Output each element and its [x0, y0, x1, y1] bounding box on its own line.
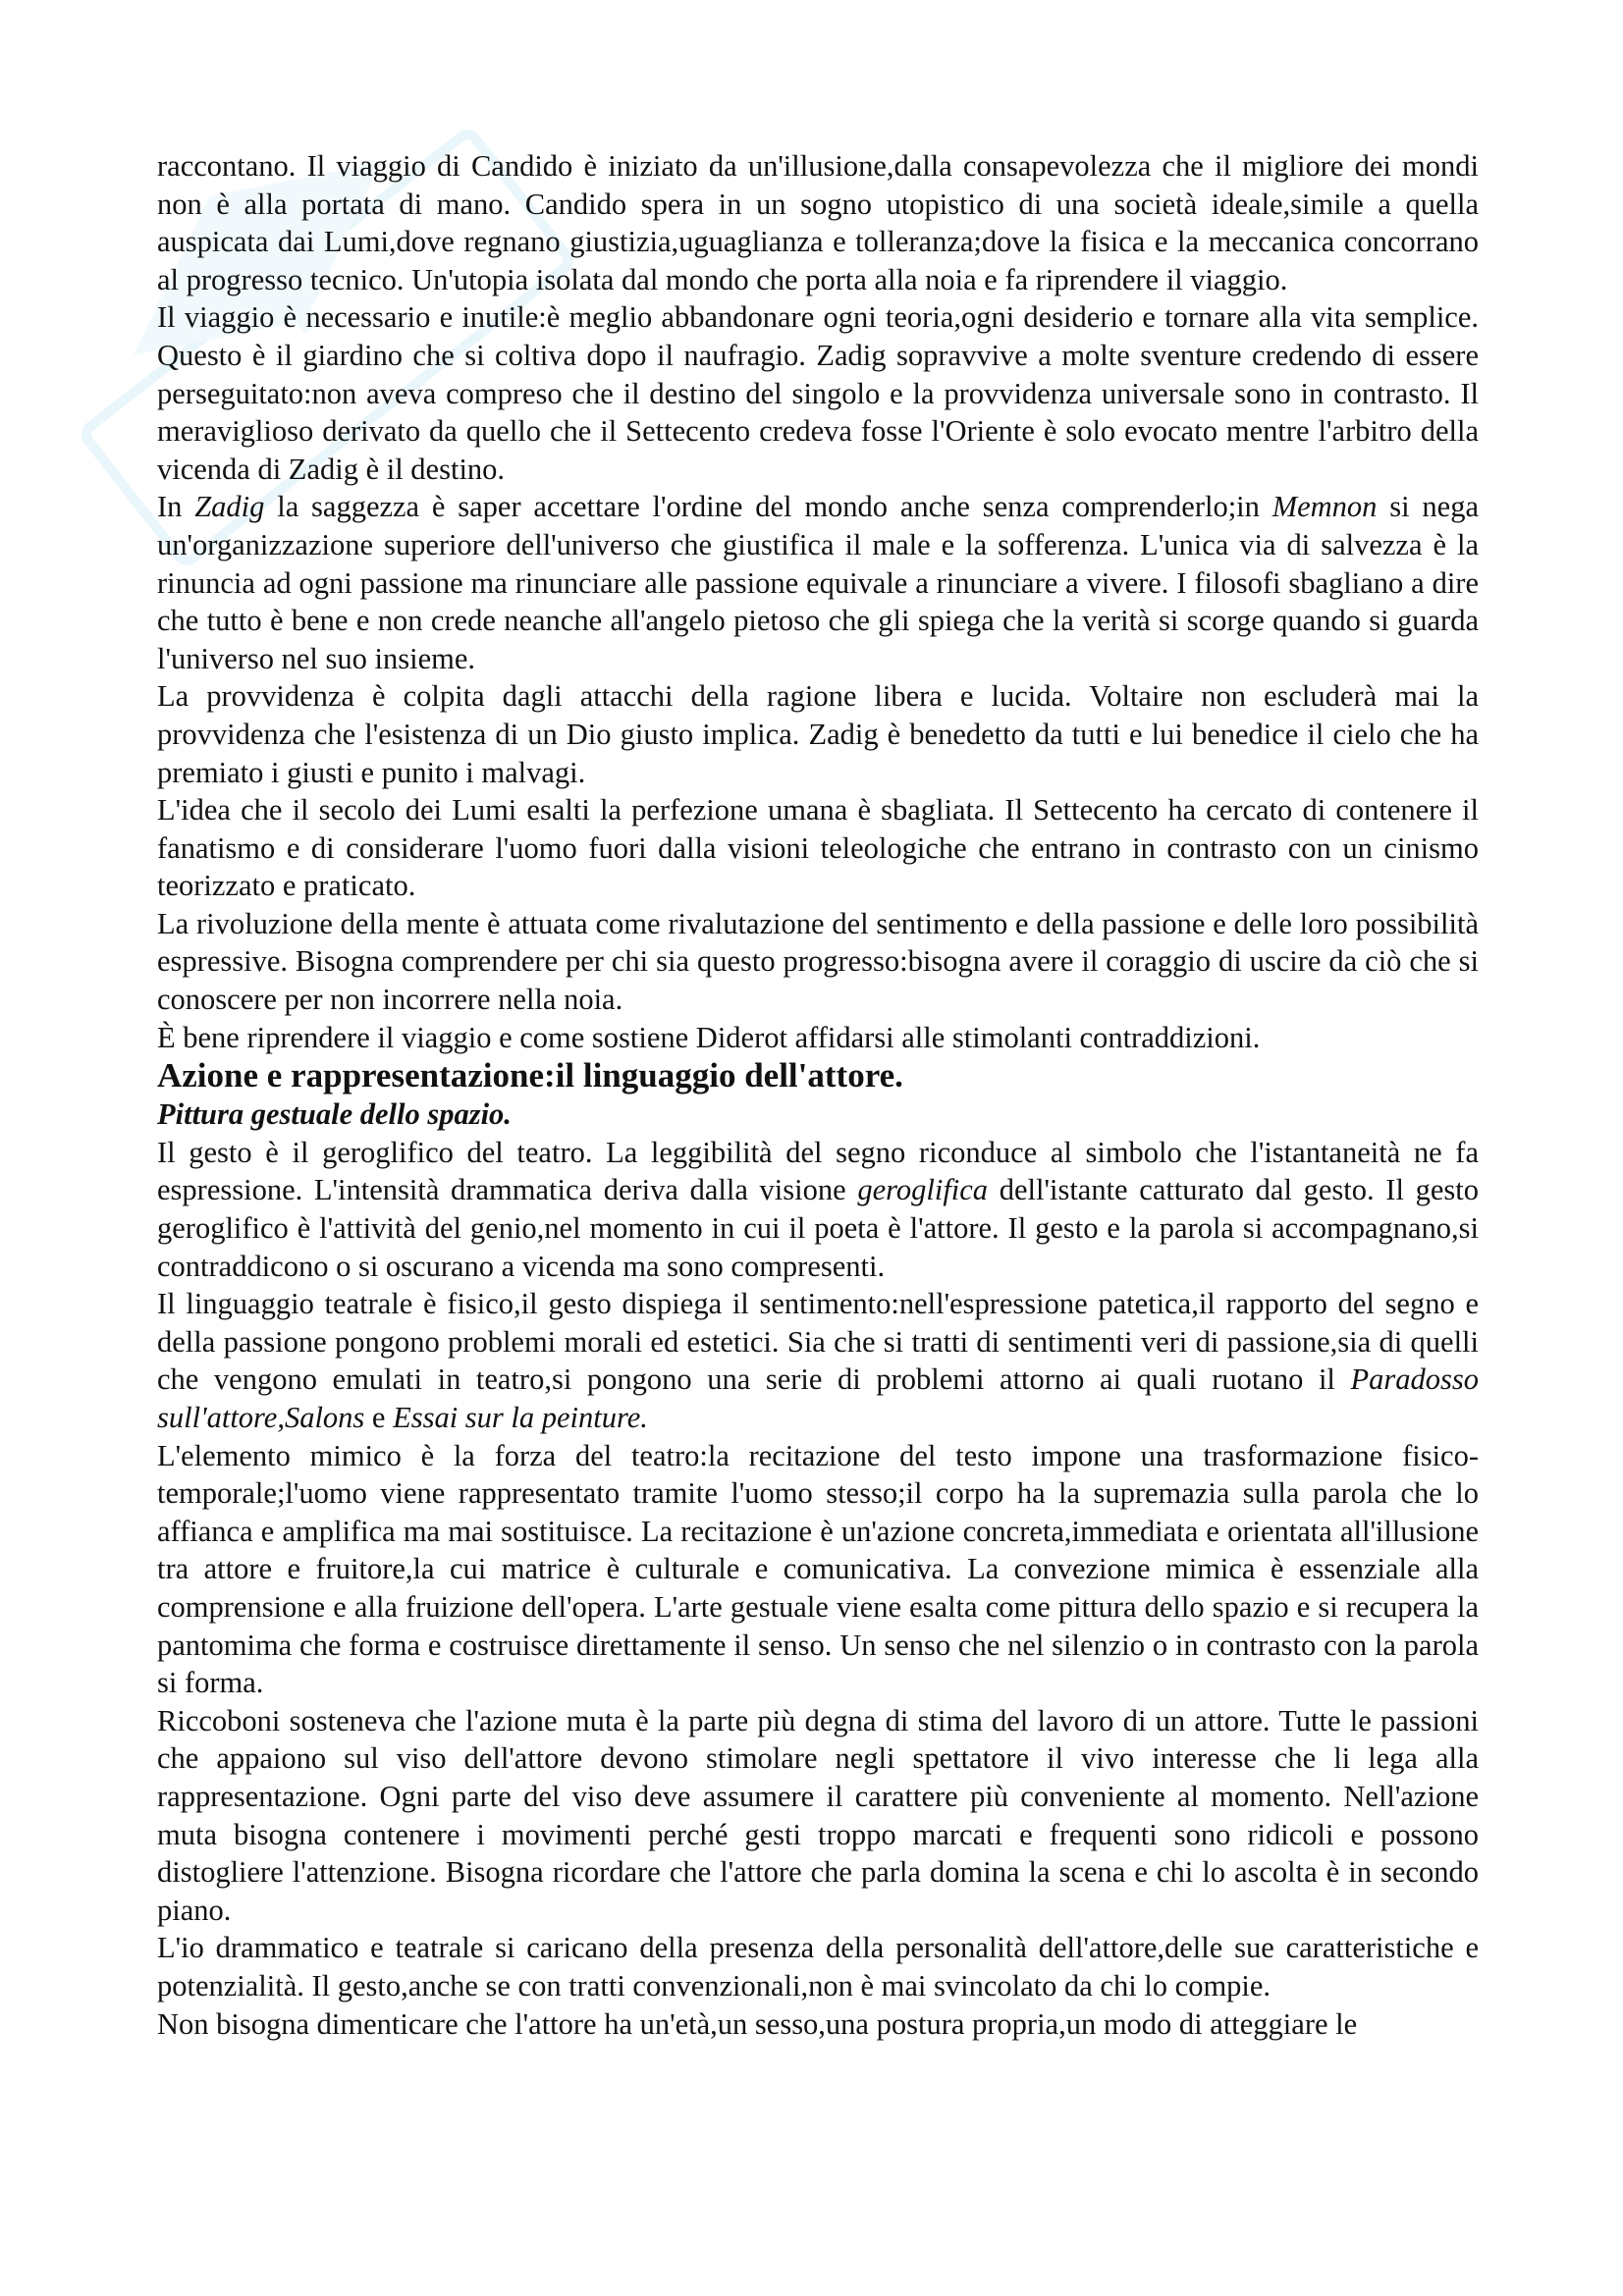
text-run: L'idea che il secolo dei Lumi esalti la perfezione umana è sbagliata. Il Settecento ha cercato di contenere il fanatismo e di considerare l'uomo fuori dalla visioni teleologiche che entrano in contrasto con un cinismo teorizzato e praticato. — [157, 793, 1479, 903]
text-block-bottom — [157, 1134, 1479, 2043]
paragraph — [157, 488, 1479, 677]
text-run: la saggezza è saper accettare l'ordine del mondo anche senza comprenderlo;in — [264, 490, 1272, 524]
text-run: Il linguaggio teatrale è fisico,il gesto dispiega il sentimento:nell'espressione patetica,il rapporto del segno e della passione pongono problemi morali ed estetici. Sia che si tratti di sentimenti veri di passione,sia di quelli che vengono emulati in teatro,si pongono una serie di problemi attorno ai quali ruotano il — [157, 1287, 1479, 1397]
text-run: Riccoboni sosteneva che l'azione muta è la parte più degna di stima del lavoro di un attore. Tutte le passioni che appaiono sul viso dell'attore devono stimolare negli spettatore il vivo interesse che li lega alla rappresentazione. Ogni parte del viso deve assumere il carattere più conveniente al momento. Nell'azione muta bisogna contenere i movimenti perché gesti troppo marcati e frequenti sono ridicoli e possono distogliere l'attenzione. Bisogna ricordare che l'attore che parla domina la scena e chi lo ascolta è in secondo piano. — [157, 1703, 1479, 1927]
paragraph — [157, 1437, 1479, 1702]
paragraph — [157, 677, 1479, 791]
paragraph — [157, 1929, 1479, 2004]
text-run: L'io drammatico e teatrale si caricano della presenza della personalità dell'attore,delle sue caratteristiche e potenzialità. Il gesto,anche se con tratti convenzionali,non è mai svincolato da chi lo compie. — [157, 1931, 1479, 2002]
paragraph — [157, 905, 1479, 1019]
paragraph — [157, 1702, 1479, 1930]
paragraph — [157, 298, 1479, 488]
text-run: In — [157, 490, 195, 524]
paragraph — [157, 2005, 1479, 2044]
text-run: È bene riprendere il viaggio e come sostiene Diderot affidarsi alle stimolanti contraddizioni. — [157, 1020, 1261, 1054]
italic-title: Essai sur la peinture. — [393, 1401, 648, 1434]
section-heading: Azione e rappresentazione:il linguaggio dell'attore. — [157, 1056, 903, 1095]
text-run: raccontano. Il viaggio di Candido è iniziato da un'illusione,dalla consapevolezza che il migliore dei mondi non è alla portata di mano. Candido spera in un sogno utopistico di una società ideale,simile a quella auspicata dai Lumi,dove regnano giustizia,uguaglianza e tolleranza;dove la fisica e la meccanica concorrano al progresso tecnico. Un'utopia isolata dal mondo che porta alla noia e fa riprendere il viaggio. — [157, 149, 1479, 296]
italic-title: Zadig — [194, 490, 265, 524]
text-run: La provvidenza è colpita dagli attacchi della ragione libera e lucida. Voltaire non escluderà mai la provvidenza che l'esistenza di un Dio giusto implica. Zadig è benedetto da tutti e lui benedice il cielo che ha premiato i giusti e punito i malvagi. — [157, 679, 1479, 789]
italic-title: geroglifica — [857, 1173, 989, 1207]
text-run: dell'istante catturato dal gesto. Il gesto geroglifico è l'attività del genio,nel momento in cui il poeta è l'attore. Il gesto e la parola si accompagnano,si contraddicono o si oscurano a vicenda ma sono compresenti. — [157, 1173, 1479, 1283]
text-block-top — [157, 147, 1479, 1056]
text-run: La rivoluzione della mente è attuata come rivalutazione del sentimento e della passione e delle loro possibilità espressive. Bisogna comprendere per chi sia questo progresso:bisogna avere il coraggio di uscire da ciò che si conoscere per non incorrere nella noia. — [157, 906, 1479, 1017]
document-body — [157, 147, 1479, 2043]
text-run: L'elemento mimico è la forza del teatro:la recitazione del testo impone una trasformazione fisico-temporale;l'uomo viene rappresentato tramite l'uomo stesso;il corpo ha la supremazia sulla parola che lo affianca e amplifica ma mai sostituisce. La recitazione è un'azione concreta,immediata e orientata all'illusione tra attore e fruitore,la cui matrice è culturale e comunicativa. La convezione mimica è essenziale alla comprensione e alla fruizione dell'opera. L'arte gestuale viene esalta come pittura dello spazio e si recupera la pantomima che forma e costruisce direttamente il senso. Un senso che nel silenzio o in contrasto con la parola si forma. — [157, 1438, 1479, 1700]
text-run: Non bisogna dimenticare che l'attore ha un'età,un sesso,una postura propria,un modo di atteggiare le — [157, 2006, 1358, 2041]
paragraph — [157, 1134, 1479, 1285]
paragraph — [157, 1019, 1479, 1057]
italic-title: Paradosso sull'attore,Salons — [157, 1362, 1479, 1434]
italic-title: Memnon — [1271, 490, 1378, 524]
subsection-heading: Pittura gestuale dello spazio. — [157, 1097, 512, 1132]
text-run: si nega un'organizzazione superiore dell'universo che giustifica il male e la sofferenza. L'unica via di salvezza è la rinuncia ad ogni passione ma rinunciare alle passione equivale a rinunciare a vivere. I filosofi sbagliano a dire che tutto è bene e non crede neanche all'angelo pietoso che gli spiega che la verità si scorge quando si guarda l'universo nel suo insieme. — [157, 490, 1479, 675]
paragraph — [157, 147, 1479, 298]
text-run: Il viaggio è necessario e inutile:è meglio abbandonare ogni teoria,ogni desiderio e tornare alla vita semplice. Questo è il giardino che si coltiva dopo il naufragio. Zadig sopravvive a molte sventure credendo di essere perseguitato:non aveva compreso che il destino del singolo e la provvidenza universale sono in contrasto. Il meraviglioso derivato da quello che il Settecento credeva fosse l'Oriente è solo evocato mentre l'arbitro della vicenda di Zadig è il destino. — [157, 300, 1479, 486]
paragraph — [157, 791, 1479, 905]
text-run: e — [364, 1401, 394, 1434]
text-run: Il gesto è il geroglifico del teatro. La leggibilità del segno riconduce al simbolo che l'istantaneità ne fa espressione. L'intensità drammatica deriva dalla visione — [157, 1135, 1479, 1207]
paragraph — [157, 1285, 1479, 1436]
